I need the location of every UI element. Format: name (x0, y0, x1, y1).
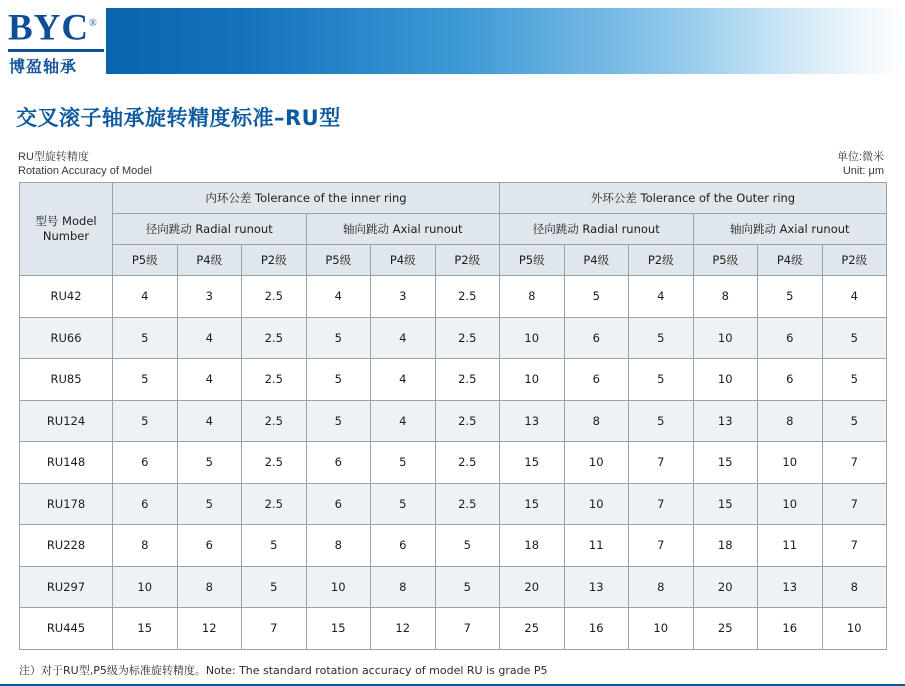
cell-value: 4 (113, 276, 178, 318)
cell-value: 8 (629, 566, 694, 608)
table-body (20, 276, 887, 650)
cell-value: 18 (500, 525, 565, 567)
table-header-row-grades (20, 245, 887, 276)
cell-model: RU148 (20, 442, 113, 484)
cell-value: 5 (177, 442, 242, 484)
cell-value: 5 (242, 525, 307, 567)
cell-value: 13 (500, 400, 565, 442)
cell-value: 25 (693, 608, 758, 650)
cell-value: 2.5 (242, 400, 307, 442)
cell-value: 7 (435, 608, 500, 650)
page-header (0, 0, 905, 84)
table-row (20, 359, 887, 401)
table-header-row-groups (20, 183, 887, 214)
grade-header: P4级 (564, 245, 629, 276)
grade-header: P2级 (242, 245, 307, 276)
cell-value: 8 (564, 400, 629, 442)
cell-value: 5 (306, 400, 371, 442)
cell-value: 8 (500, 276, 565, 318)
caption-unit-en: Unit: μm (842, 165, 884, 177)
cell-value: 4 (306, 276, 371, 318)
cell-value: 16 (564, 608, 629, 650)
cell-value: 6 (371, 525, 436, 567)
cell-value: 2.5 (435, 359, 500, 401)
logo-wordmark (6, 4, 106, 48)
cell-value: 4 (371, 400, 436, 442)
subgroup-header-inner-axial: 轴向跳动 Axial runout (306, 214, 500, 245)
table-row (20, 276, 887, 318)
cell-value: 5 (629, 359, 694, 401)
group-header-outer-ring: 外环公差 Tolerance of the Outer ring (500, 183, 887, 214)
caption-right (837, 150, 889, 178)
cell-value: 13 (564, 566, 629, 608)
grade-header: P5级 (500, 245, 565, 276)
cell-value: 5 (306, 359, 371, 401)
grade-header: P2级 (629, 245, 694, 276)
cell-model: RU178 (20, 483, 113, 525)
cell-value: 5 (177, 483, 242, 525)
cell-value: 6 (564, 359, 629, 401)
cell-value: 5 (564, 276, 629, 318)
cell-value: 5 (629, 317, 694, 359)
cell-value: 8 (371, 566, 436, 608)
cell-value: 8 (177, 566, 242, 608)
cell-value: 20 (500, 566, 565, 608)
cell-value: 11 (564, 525, 629, 567)
table-row (20, 400, 887, 442)
subgroup-header-outer-radial: 径向跳动 Radial runout (500, 214, 694, 245)
cell-value: 18 (693, 525, 758, 567)
cell-value: 13 (693, 400, 758, 442)
cell-value: 10 (564, 442, 629, 484)
cell-value: 3 (371, 276, 436, 318)
table-row (20, 566, 887, 608)
cell-value: 4 (629, 276, 694, 318)
cell-value: 8 (822, 566, 887, 608)
cell-value: 12 (371, 608, 436, 650)
cell-value: 6 (758, 359, 823, 401)
grade-header: P4级 (758, 245, 823, 276)
company-logo (6, 4, 106, 78)
cell-value: 7 (629, 483, 694, 525)
cell-value: 5 (113, 400, 178, 442)
cell-value: 15 (113, 608, 178, 650)
cell-value: 4 (177, 359, 242, 401)
cell-value: 7 (629, 525, 694, 567)
cell-value: 5 (113, 359, 178, 401)
cell-value: 7 (822, 442, 887, 484)
grade-header: P4级 (177, 245, 242, 276)
cell-value: 6 (306, 442, 371, 484)
cell-value: 10 (758, 442, 823, 484)
table-footnote: 注）对于RU型,P5级为标准旋转精度。Note: The standard rotation accuracy of model RU is grade P5 (19, 663, 548, 677)
column-header-model (20, 183, 113, 276)
cell-value: 2.5 (242, 317, 307, 359)
cell-value: 10 (693, 359, 758, 401)
cell-value: 5 (306, 317, 371, 359)
cell-value: 11 (758, 525, 823, 567)
cell-value: 15 (500, 483, 565, 525)
cell-value: 7 (629, 442, 694, 484)
cell-value: 4 (177, 317, 242, 359)
cell-value: 4 (371, 359, 436, 401)
cell-value: 5 (435, 525, 500, 567)
caption-left (18, 150, 152, 178)
subgroup-header-inner-radial: 径向跳动 Radial runout (113, 214, 307, 245)
cell-value: 6 (113, 483, 178, 525)
subgroup-header-outer-axial: 轴向跳动 Axial runout (693, 214, 887, 245)
logo-wordmark-text: BYC (8, 7, 90, 49)
cell-value: 2.5 (242, 442, 307, 484)
cell-value: 7 (242, 608, 307, 650)
cell-value: 2.5 (435, 442, 500, 484)
cell-value: 6 (758, 317, 823, 359)
cell-model: RU85 (20, 359, 113, 401)
cell-value: 5 (242, 566, 307, 608)
cell-value: 10 (113, 566, 178, 608)
cell-value: 6 (113, 442, 178, 484)
cell-value: 5 (758, 276, 823, 318)
grade-header: P5级 (113, 245, 178, 276)
cell-value: 8 (758, 400, 823, 442)
cell-value: 15 (693, 483, 758, 525)
cell-value: 25 (500, 608, 565, 650)
cell-value: 10 (758, 483, 823, 525)
table-row (20, 483, 887, 525)
cell-value: 4 (177, 400, 242, 442)
cell-value: 2.5 (242, 276, 307, 318)
table-row (20, 442, 887, 484)
cell-value: 5 (113, 317, 178, 359)
cell-model: RU66 (20, 317, 113, 359)
cell-value: 20 (693, 566, 758, 608)
cell-value: 8 (113, 525, 178, 567)
cell-value: 5 (822, 317, 887, 359)
cell-value: 8 (306, 525, 371, 567)
grade-header: P2级 (822, 245, 887, 276)
cell-model: RU297 (20, 566, 113, 608)
cell-value: 16 (758, 608, 823, 650)
cell-value: 5 (435, 566, 500, 608)
cell-value: 2.5 (242, 359, 307, 401)
cell-value: 3 (177, 276, 242, 318)
cell-value: 13 (758, 566, 823, 608)
cell-value: 2.5 (435, 317, 500, 359)
cell-value: 10 (629, 608, 694, 650)
cell-value: 2.5 (435, 483, 500, 525)
table-row (20, 525, 887, 567)
page-title: 交叉滚子轴承旋转精度标准–RU型 (16, 106, 341, 130)
cell-value: 10 (693, 317, 758, 359)
cell-value: 15 (500, 442, 565, 484)
cell-value: 15 (306, 608, 371, 650)
cell-value: 4 (371, 317, 436, 359)
cell-model: RU228 (20, 525, 113, 567)
group-header-inner-ring: 内环公差 Tolerance of the inner ring (113, 183, 500, 214)
cell-value: 5 (371, 442, 436, 484)
column-header-model-cn: 型号 Model (35, 214, 97, 228)
table-head (20, 183, 887, 276)
grade-header: P5级 (306, 245, 371, 276)
table-caption (18, 150, 889, 178)
cell-value: 5 (371, 483, 436, 525)
rotation-accuracy-table (19, 182, 887, 650)
cell-value: 8 (693, 276, 758, 318)
cell-value: 10 (564, 483, 629, 525)
cell-value: 12 (177, 608, 242, 650)
cell-value: 6 (306, 483, 371, 525)
cell-value: 10 (306, 566, 371, 608)
cell-value: 2.5 (435, 276, 500, 318)
table-row (20, 608, 887, 650)
cell-value: 15 (693, 442, 758, 484)
logo-divider (8, 49, 104, 52)
cell-value: 5 (822, 359, 887, 401)
header-gradient-band (105, 8, 905, 74)
logo-chinese-name: 博盈轴承 (9, 57, 78, 77)
cell-value: 6 (177, 525, 242, 567)
caption-unit-cn: 单位:微米 (836, 151, 884, 163)
table-row (20, 317, 887, 359)
cell-value: 10 (822, 608, 887, 650)
caption-left-en: Rotation Accuracy of Model (18, 165, 152, 177)
table-header-row-subgroups (20, 214, 887, 245)
cell-model: RU124 (20, 400, 113, 442)
cell-value: 10 (500, 317, 565, 359)
grade-header: P5级 (693, 245, 758, 276)
cell-model: RU445 (20, 608, 113, 650)
grade-header: P4级 (371, 245, 436, 276)
cell-value: 2.5 (242, 483, 307, 525)
cell-value: 4 (822, 276, 887, 318)
column-header-model-en: Number (42, 229, 90, 243)
registered-trademark-icon: ® (89, 18, 98, 29)
cell-model: RU42 (20, 276, 113, 318)
cell-value: 6 (564, 317, 629, 359)
cell-value: 7 (822, 483, 887, 525)
cell-value: 2.5 (435, 400, 500, 442)
cell-value: 5 (822, 400, 887, 442)
grade-header: P2级 (435, 245, 500, 276)
caption-left-cn: RU型旋转精度 (18, 151, 89, 163)
cell-value: 7 (822, 525, 887, 567)
cell-value: 5 (629, 400, 694, 442)
cell-value: 10 (500, 359, 565, 401)
